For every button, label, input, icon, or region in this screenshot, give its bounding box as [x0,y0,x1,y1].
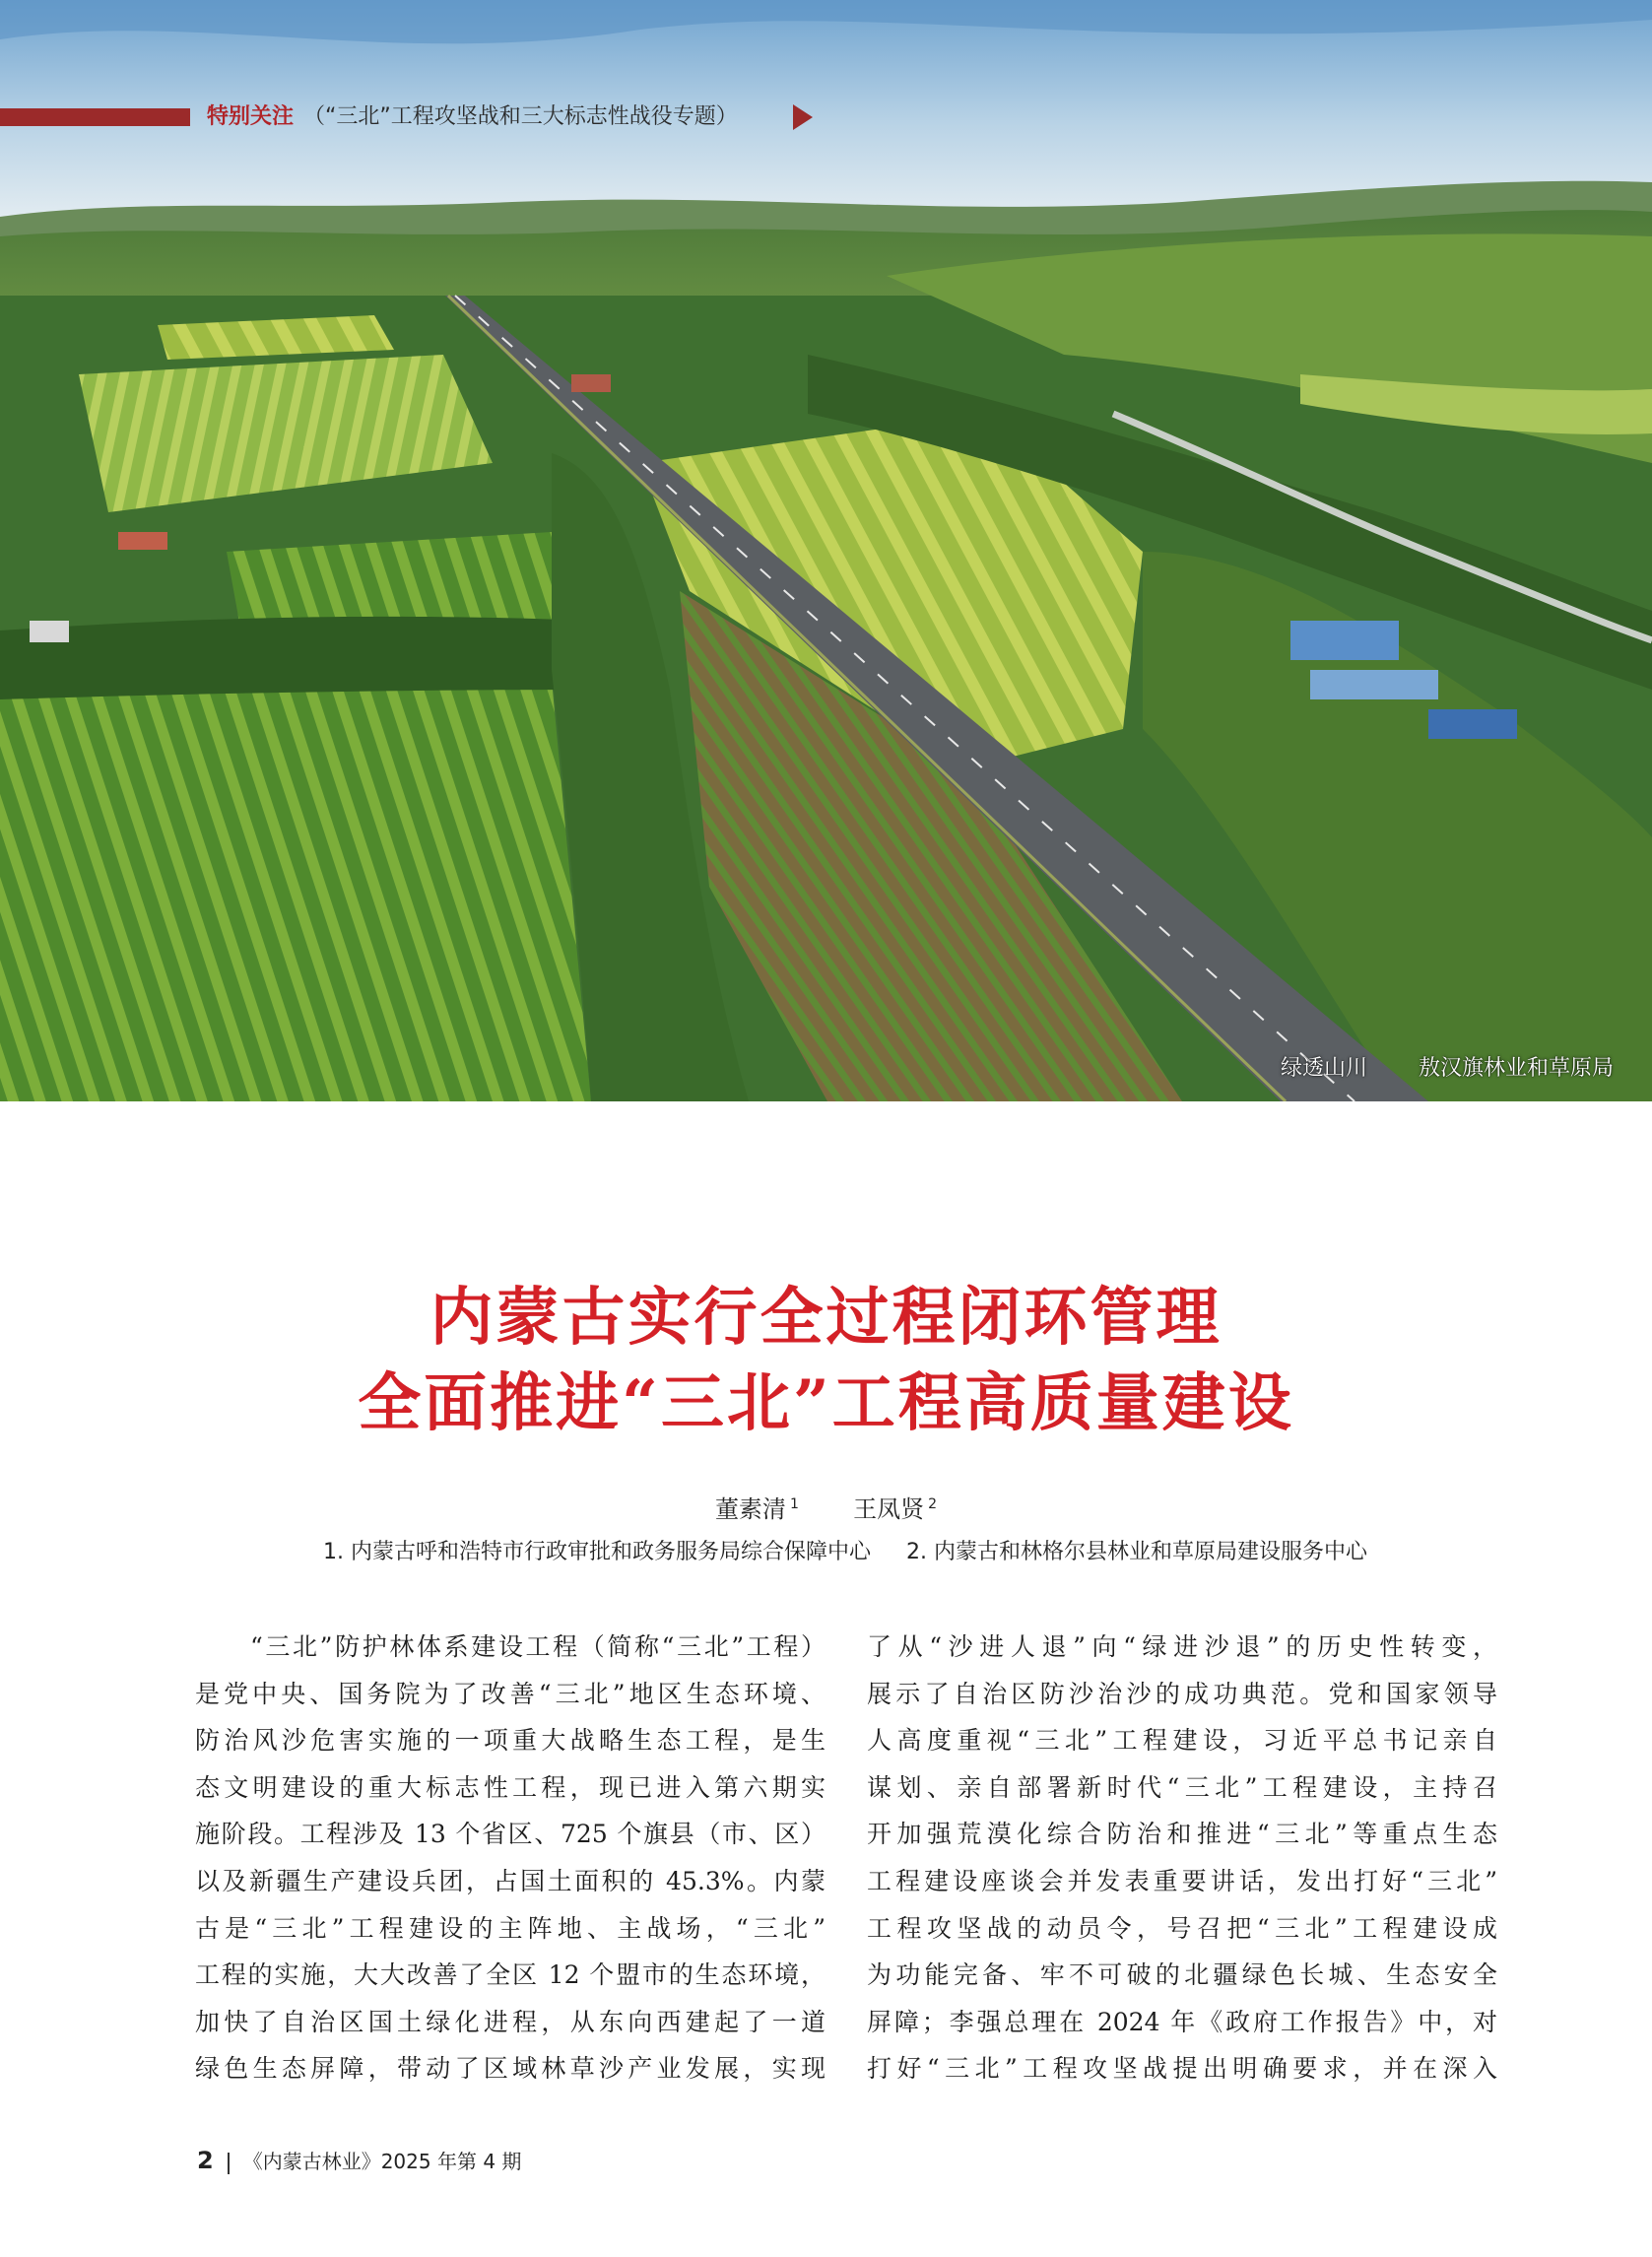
play-triangle-icon [793,104,813,130]
page-number: 2 [197,2147,214,2174]
body-column-left [195,1624,826,2092]
body-line: 施阶段。工程涉及 13 个省区、725 个旗县（市、区） [195,1820,826,1849]
author-name: 董素清 [714,1495,786,1523]
body-line: “三北”防护林体系建设工程（简称“三北”工程） [250,1632,826,1661]
footer-divider [228,2153,230,2174]
author-list [0,1490,1652,1524]
body-line: 人高度重视“三北”工程建设，习近平总书记亲自 [867,1726,1497,1756]
article-title-line2: 全面推进“三北”工程高质量建设 [358,1366,1294,1440]
affiliation: 1. 内蒙古呼和浩特市行政审批和政务服务局综合保障中心 [323,1540,871,1564]
journal-issue: 《内蒙古林业》2025 年第 4 期 [242,2150,522,2173]
body-line: 加快了自治区国土绿化进程，从东向西建起了一道 [195,2007,826,2036]
author-name: 王凤贤 [853,1495,925,1523]
section-banner [207,100,738,134]
body-line: 谋划、亲自部署新时代“三北”工程建设，主持召 [867,1772,1497,1802]
author-affil-mark: 1 [789,1496,799,1512]
body-line: 防治风沙危害实施的一项重大战略生态工程，是生 [195,1726,826,1756]
photo-caption-credit: 敖汉旗林业和草原局 [1419,1056,1615,1081]
body-line: 展示了自治区防沙治沙的成功典范。党和国家领导 [867,1679,1497,1708]
body-line: 是党中央、国务院为了改善“三北”地区生态环境、 [195,1679,826,1708]
body-line: 开加强荒漠化综合防治和推进“三北”等重点生态 [867,1820,1497,1849]
affiliation-list [0,1538,1652,1567]
body-column-right [867,1624,1497,2092]
hero-photo [0,0,1652,1101]
body-line: 以及新疆生产建设兵团，占国土面积的 45.3%。内蒙 [195,1866,826,1895]
body-line: 屏障；李强总理在 2024 年《政府工作报告》中，对 [867,2007,1497,2036]
body-line: 态文明建设的重大标志性工程，现已进入第六期实 [195,1772,826,1802]
banner-bar [0,108,190,126]
body-line: 绿色生态屏障，带动了区域林草沙产业发展，实现 [195,2054,826,2084]
body-line: 古是“三北”工程建设的主阵地、主战场，“三北” [195,1913,826,1943]
body-line: 工程建设座谈会并发表重要讲话，发出打好“三北” [867,1866,1497,1895]
photo-caption-title: 绿透山川 [1281,1056,1368,1081]
body-line: 打好“三北”工程攻坚战提出明确要求，并在深入 [867,2054,1497,2084]
body-line: 为功能完备、牢不可破的北疆绿色长城、生态安全 [867,1960,1497,1990]
article-title-line1: 内蒙古实行全过程闭环管理 [430,1281,1222,1355]
author-affil-mark: 2 [928,1496,938,1512]
body-line: 工程的实施，大大改善了全区 12 个盟市的生态环境， [195,1960,826,1990]
affiliation: 2. 内蒙古和林格尔县林业和草原局建设服务中心 [906,1540,1367,1564]
landscape-illustration [0,0,1652,1101]
page-footer [197,2146,521,2175]
section-label: 特别关注 [207,104,295,129]
body-line: 了从“沙进人退”向“绿进沙退”的历史性转变， [867,1632,1497,1661]
body-line: 工程攻坚战的动员令，号召把“三北”工程建设成 [867,1913,1497,1943]
section-topic: （“三北”工程攻坚战和三大标志性战役专题） [303,104,738,129]
